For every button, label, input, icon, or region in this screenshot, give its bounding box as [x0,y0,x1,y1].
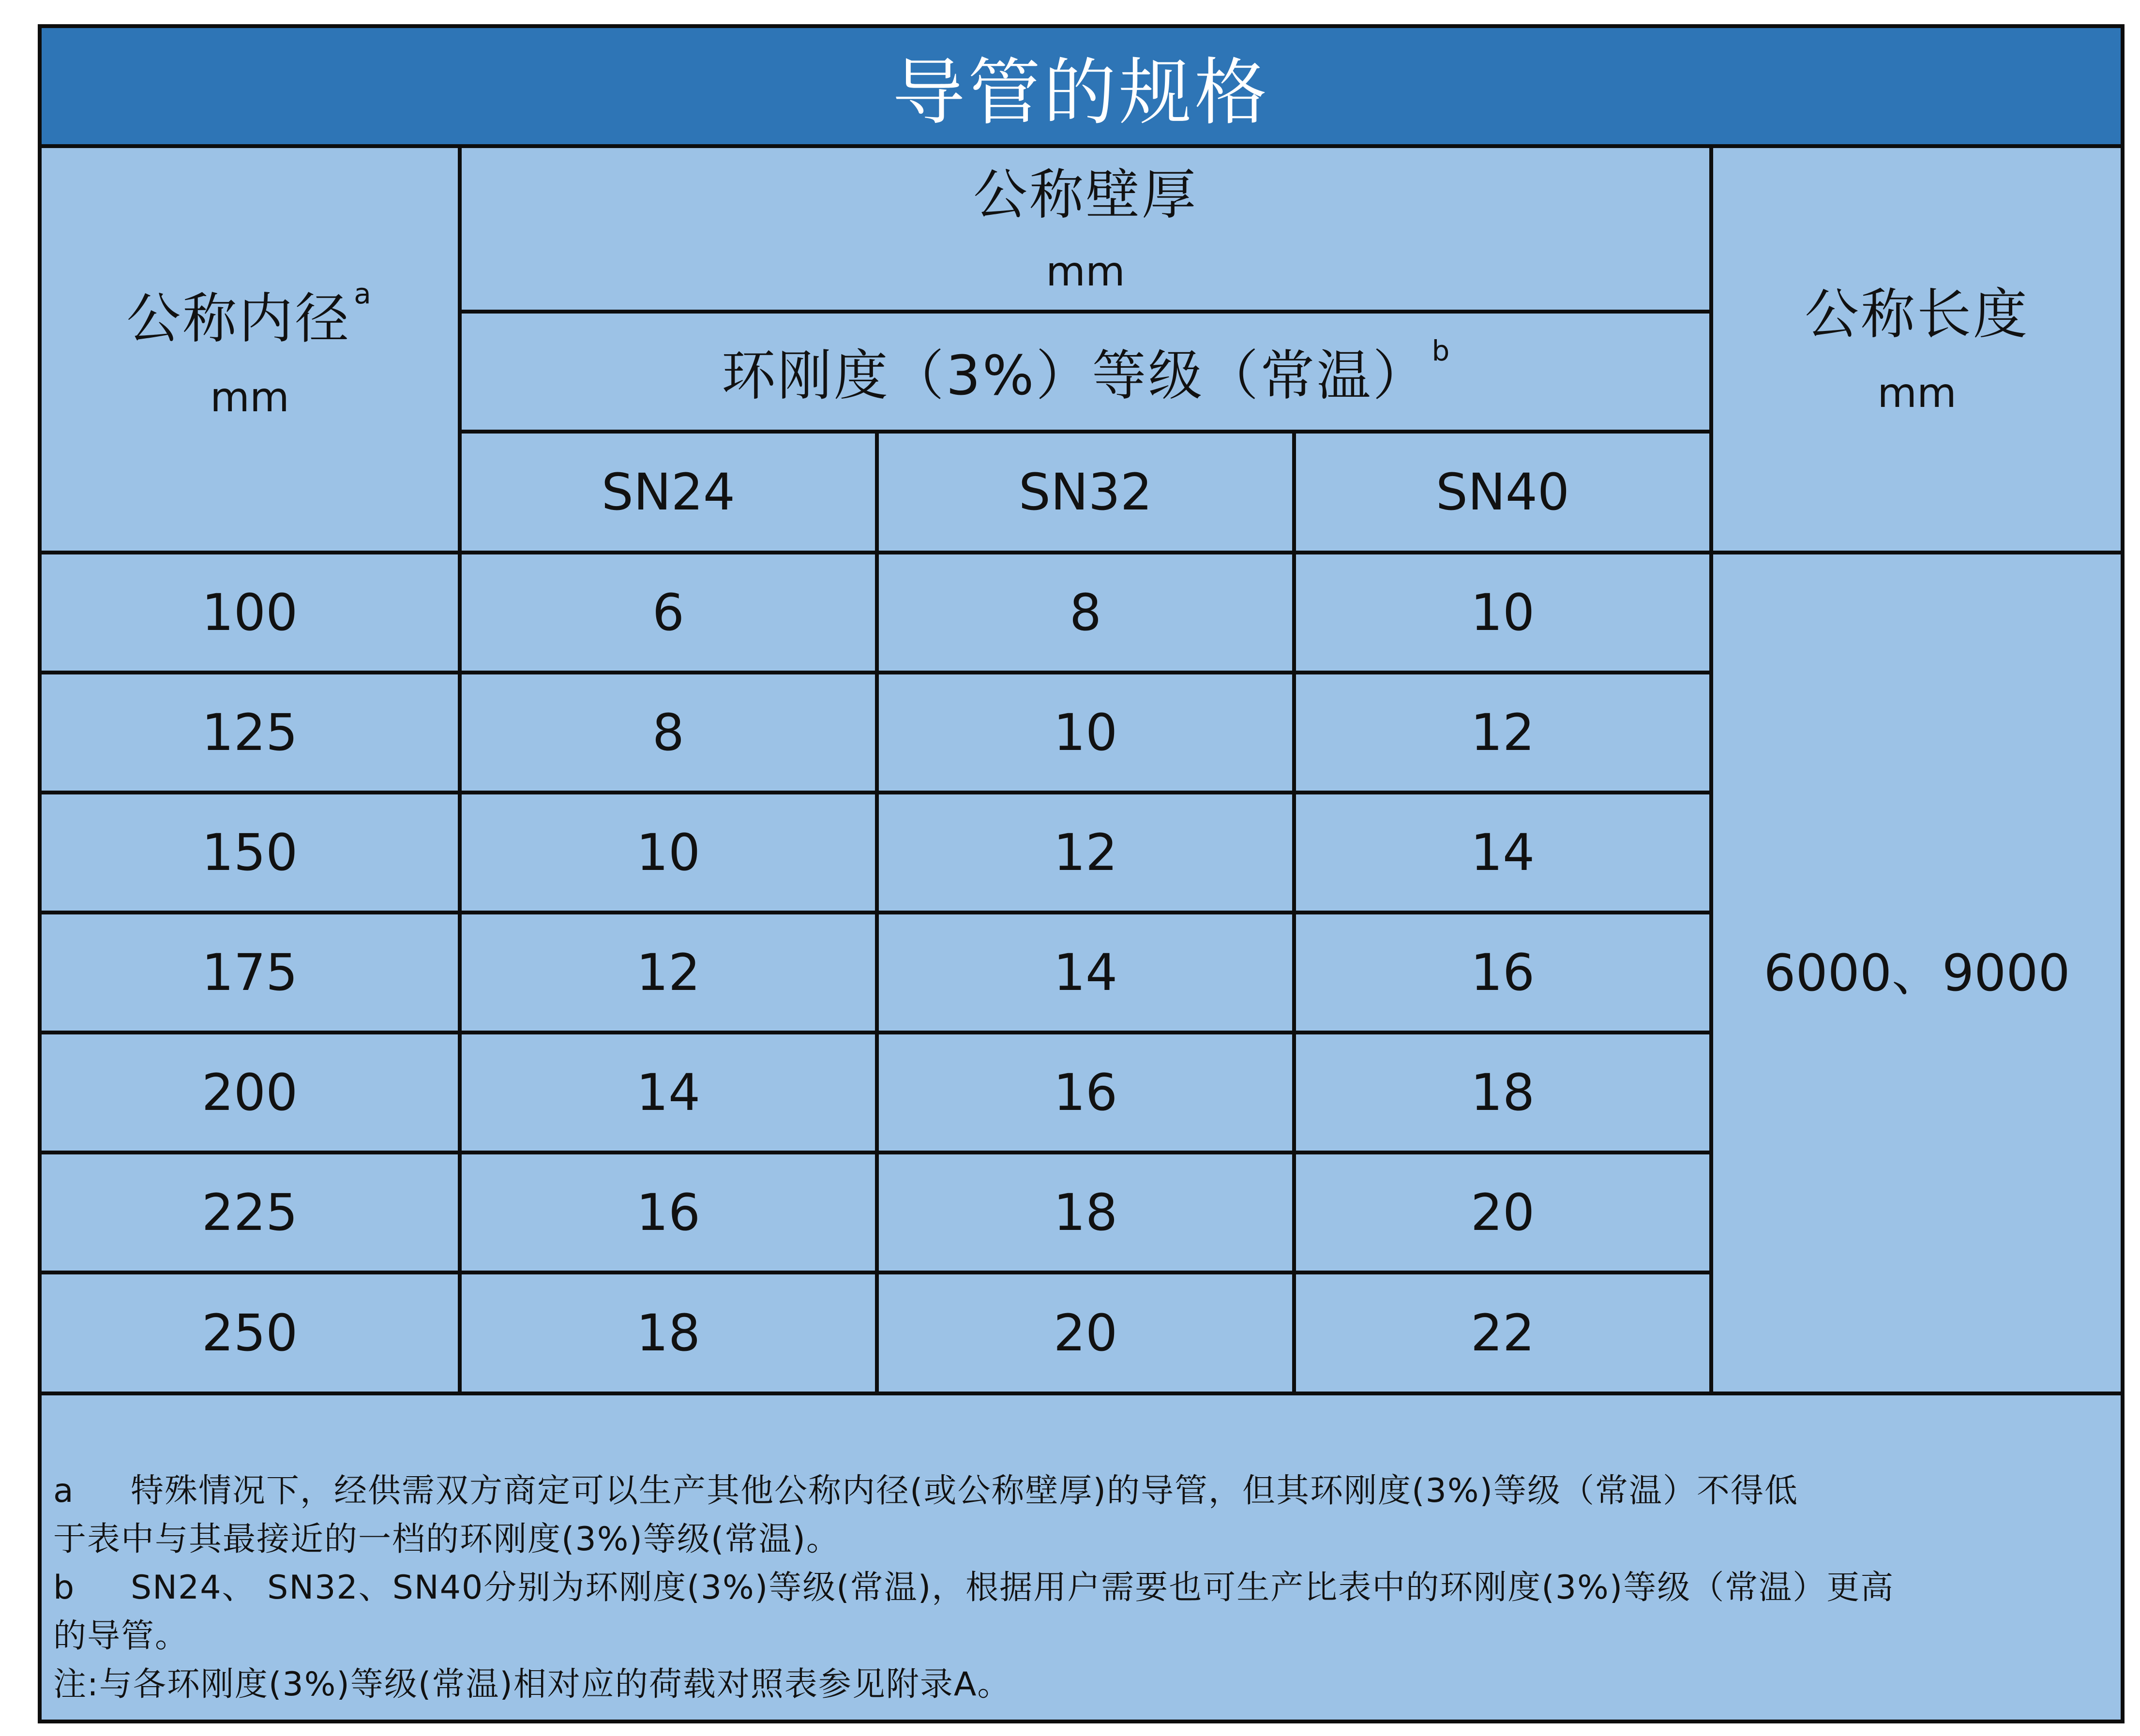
length-label: 公称长度 [1805,283,2030,346]
footnote-a-line2: 于表中与其最接近的一档的环刚度(3%)等级(常温)。 [53,1520,840,1558]
footnote-b-line2: 的导管。 [53,1617,189,1655]
spec-table [42,148,2121,1395]
cell-sn32: 16 [877,1033,1294,1152]
header-length [1711,148,2121,553]
footnote-b-text: SN24、 SN32、SN40分别为环刚度(3%)等级(常温)，根据用户需要也可生产比表中的环刚度(3%)等级（常温）更高 [131,1569,1895,1607]
grade-sn24: SN24 [460,432,877,553]
cell-sn32: 18 [877,1152,1294,1272]
footnotes [42,1419,2121,1709]
cell-inner-diameter: 250 [42,1272,460,1393]
cell-sn24: 16 [460,1152,877,1272]
cell-inner-diameter: 175 [42,913,460,1033]
cell-sn32: 10 [877,673,1294,793]
footnote-a-mark: a [53,1472,75,1510]
cell-sn24: 10 [460,793,877,913]
cell-sn40: 12 [1294,673,1711,793]
table-row [42,553,2121,673]
footnote-a-line1 [53,1467,2109,1515]
cell-sn40: 10 [1294,553,1711,673]
footnote-b-marker: b [1432,334,1450,367]
header-row-wall-thickness [42,148,2121,312]
length-unit: mm [1877,369,1957,417]
grade-sn40: SN40 [1294,432,1711,553]
inner-diameter-label: 公称内径 [126,287,351,350]
cell-inner-diameter: 200 [42,1033,460,1152]
cell-sn40: 20 [1294,1152,1711,1272]
cell-sn40: 18 [1294,1033,1711,1152]
cell-sn32: 20 [877,1272,1294,1393]
cell-sn24: 8 [460,673,877,793]
ring-stiffness-label: 环刚度（3%）等级（常温） [721,344,1429,407]
cell-sn32: 12 [877,793,1294,913]
cell-inner-diameter: 150 [42,793,460,913]
table-note: 注:与各环刚度(3%)等级(常温)相对应的荷载对照表参见附录A。 [53,1665,1011,1704]
cell-sn32: 14 [877,913,1294,1033]
footnote-a-marker: a [354,277,373,310]
cell-sn40: 14 [1294,793,1711,913]
header-ring-stiffness [460,312,1711,432]
footnote-b-line1 [53,1564,2109,1612]
cell-sn24: 6 [460,553,877,673]
wall-thickness-label: 公称壁厚 [973,163,1198,226]
inner-diameter-unit: mm [210,373,289,421]
header-inner-diameter [42,148,460,553]
grade-sn32: SN32 [877,432,1294,553]
footnote-b-mark: b [53,1569,75,1607]
cell-sn32: 8 [877,553,1294,673]
cell-sn40: 22 [1294,1272,1711,1393]
header-wall-thickness [460,148,1711,312]
spec-table-frame [38,24,2125,1723]
cell-sn24: 14 [460,1033,877,1152]
wall-thickness-unit: mm [1046,247,1125,295]
cell-sn24: 12 [460,913,877,1033]
footnote-a-text: 特殊情况下，经供需双方商定可以生产其他公称内径(或公称壁厚)的导管，但其环刚度(3%)等级（常温）不得低 [131,1472,1798,1510]
table-title: 导管的规格 [42,28,2121,148]
cell-inner-diameter: 100 [42,553,460,673]
cell-sn24: 18 [460,1272,877,1393]
cell-length-value: 6000、9000 [1711,553,2121,1393]
cell-sn40: 16 [1294,913,1711,1033]
cell-inner-diameter: 225 [42,1152,460,1272]
cell-inner-diameter: 125 [42,673,460,793]
